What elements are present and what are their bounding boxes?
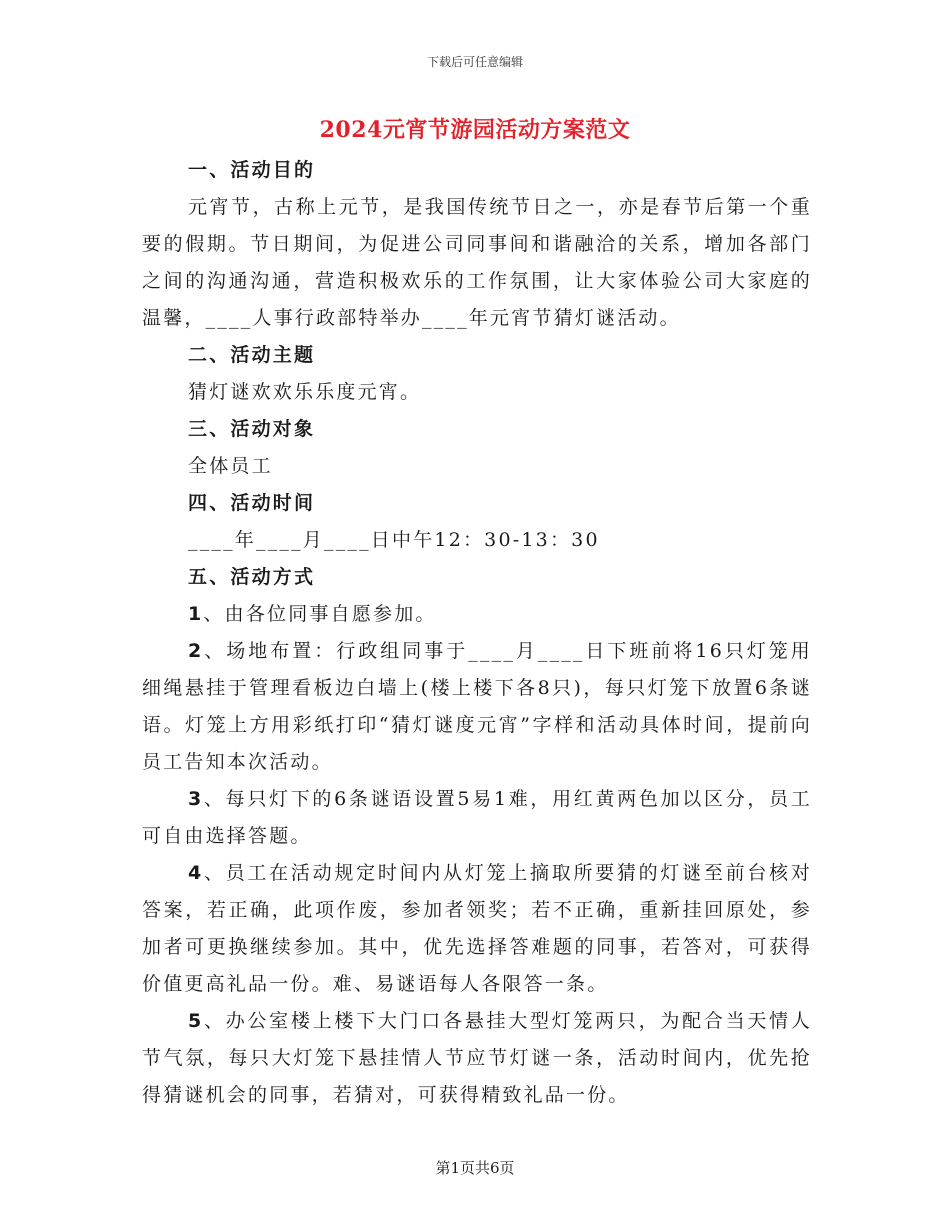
list-item <box>142 781 812 855</box>
list-item <box>142 596 812 633</box>
document-body <box>142 152 812 1114</box>
paragraph-text: ____年____月____日中午12：30-13：30 <box>188 529 600 551</box>
section-heading: 一、活动目的 <box>188 159 316 181</box>
section-heading: 二、活动主题 <box>188 344 316 366</box>
section-paragraph <box>142 374 812 411</box>
paragraph-text: 、办公室楼上楼下大门口各悬挂大型灯笼两只，为配合当天情人节气氛，每只大灯笼下悬挂情人节应节灯谜一条，活动时间内，优先抢得猜谜机会的同事，若猜对，可获得精致礼品一份。 <box>142 1010 812 1106</box>
paragraph-text: 猜灯谜欢欢乐乐度元宵。 <box>188 381 422 403</box>
list-item <box>142 633 812 781</box>
paragraph-text: 、场地布置：行政组同事于____月____日下班前将16只灯笼用细绳悬挂于管理看板边白墙上(楼上楼下各8只)，每只灯笼下放置6条谜语。灯笼上方用彩纸打印“猜灯谜度元宵”字样和活动具体时间，提前向员工告知本次活动。 <box>142 640 812 773</box>
paragraph-text: 、由各位同事自愿参加。 <box>203 603 437 625</box>
paragraph-text: 、每只灯下的6条谜语设置5易1难，用红黄两色加以区分，员工可自由选择答题。 <box>142 788 812 847</box>
paragraph-text: 、员工在活动规定时间内从灯笼上摘取所要猜的灯谜至前台核对答案，若正确，此项作废，参加者领奖；若不正确，重新挂回原处，参加者可更换继续参加。其中，优先选择答难题的同事，若答对，可获得价值更高礼品一份。难、易谜语每人各限答一条。 <box>142 862 812 995</box>
section-paragraph <box>142 522 812 559</box>
list-item <box>142 1003 812 1114</box>
section-paragraph <box>142 448 812 485</box>
section-paragraph <box>142 189 812 337</box>
section-heading: 三、活动对象 <box>188 418 316 440</box>
paragraph-text: 元宵节，古称上元节，是我国传统节日之一，亦是春节后第一个重要的假期。节日期间，为促进公司同事间和谐融洽的关系，增加各部门之间的沟通沟通，营造积极欢乐的工作氛围，让大家体验公司大家庭的温馨，____人事行政部特举办____年元宵节猜灯谜活动。 <box>142 196 812 329</box>
item-number: 5 <box>188 1010 204 1032</box>
page-number: 第1页共6页 <box>435 1159 515 1177</box>
list-item <box>142 855 812 1003</box>
item-number: 1 <box>188 603 204 625</box>
item-number: 3 <box>188 788 204 810</box>
page-header-note: 下载后可任意编辑 <box>426 55 523 69</box>
item-number: 4 <box>188 862 204 884</box>
section-heading: 五、活动方式 <box>188 566 316 588</box>
item-number: 2 <box>188 640 204 662</box>
section-heading: 四、活动时间 <box>188 492 316 514</box>
document-title: 2024元宵节游园活动方案范文 <box>319 117 631 143</box>
paragraph-text: 全体员工 <box>188 455 273 477</box>
